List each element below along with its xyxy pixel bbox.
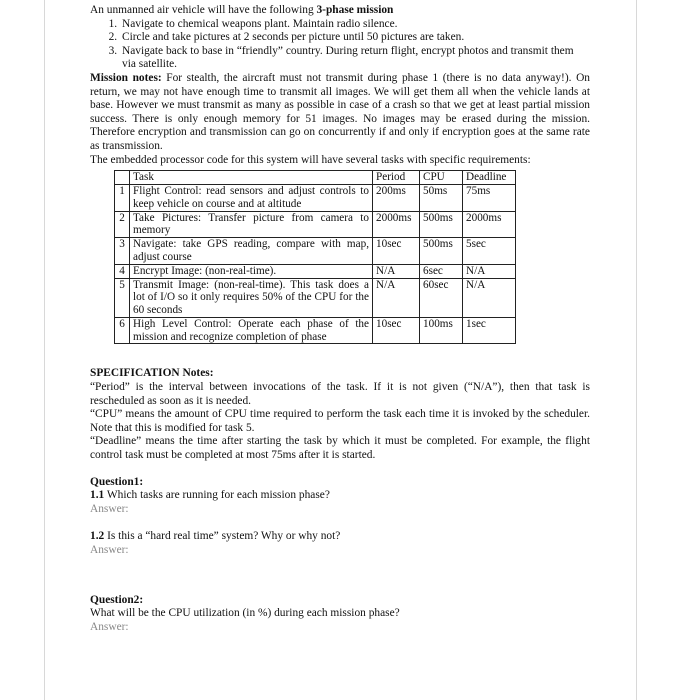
- question-1-1-number: 1.1: [90, 489, 105, 502]
- mission-notes-label: Mission notes:: [90, 71, 162, 84]
- mission-phase-item: 1. Navigate to chemical weapons plant. Maintain radio silence.: [120, 18, 590, 32]
- row-cpu: 500ms: [420, 238, 463, 265]
- task-requirements-table: [114, 170, 516, 344]
- row-period: 10sec: [373, 317, 420, 344]
- row-num: 2: [115, 211, 130, 238]
- question1-section: [90, 476, 590, 558]
- row-task: Encrypt Image: (non-real-time).: [130, 264, 373, 278]
- page-edge-right: [636, 0, 637, 700]
- row-num: 4: [115, 264, 130, 278]
- question-1-1-text: Which tasks are running for each mission phase?: [104, 489, 330, 502]
- table-row: [115, 211, 516, 238]
- row-deadline: 1sec: [463, 317, 516, 344]
- row-period: N/A: [373, 264, 420, 278]
- question-1-1: [90, 489, 590, 503]
- header-num: [115, 171, 130, 185]
- row-deadline: N/A: [463, 278, 516, 317]
- embedded-processor-text: The embedded processor code for this system will have several tasks with specific requirements:: [90, 153, 531, 166]
- table-header-row: [115, 171, 516, 185]
- row-num: 5: [115, 278, 130, 317]
- spec-period-note: “Period” is the interval between invocations of the task. If it is not given (“N/A”), then that task is rescheduled as soon as it is needed.: [90, 381, 590, 407]
- table-row: [115, 264, 516, 278]
- row-cpu: 60sec: [420, 278, 463, 317]
- page-edge-left: [44, 0, 45, 700]
- row-task: Navigate: take GPS reading, compare with map, adjust course: [130, 238, 373, 265]
- row-deadline: N/A: [463, 264, 516, 278]
- row-num: 3: [115, 238, 130, 265]
- question-1-2-number: 1.2: [90, 530, 105, 543]
- question2-title: Question2:: [90, 593, 144, 606]
- row-task: High Level Control: Operate each phase of the mission and recognize completion of phase: [130, 317, 373, 344]
- header-cpu: CPU: [420, 171, 463, 185]
- row-deadline: 2000ms: [463, 211, 516, 238]
- row-period: 200ms: [373, 184, 420, 211]
- question-1-2: [90, 530, 590, 544]
- row-cpu: 50ms: [420, 184, 463, 211]
- document-content: [90, 4, 590, 634]
- row-num: 1: [115, 184, 130, 211]
- row-cpu: 500ms: [420, 211, 463, 238]
- row-cpu: 6sec: [420, 264, 463, 278]
- row-task: Take Pictures: Transfer picture from camera to memory: [130, 211, 373, 238]
- row-period: 2000ms: [373, 211, 420, 238]
- specification-notes: [90, 367, 590, 462]
- table-row: [115, 184, 516, 211]
- mission-notes: [90, 72, 590, 154]
- question-2-text: What will be the CPU utilization (in %) during each mission phase?: [90, 607, 400, 620]
- mission-phase-item: 3. Navigate back to base in “friendly” country. During return flight, encrypt photos and transmit them via satellite.: [120, 45, 590, 72]
- row-num: 6: [115, 317, 130, 344]
- row-deadline: 75ms: [463, 184, 516, 211]
- header-task: Task: [130, 171, 373, 185]
- mission-intro: [90, 4, 590, 18]
- header-deadline: Deadline: [463, 171, 516, 185]
- row-cpu: 100ms: [420, 317, 463, 344]
- question-1-1-answer[interactable]: Answer:: [90, 502, 129, 515]
- intro-lead: An unmanned air vehicle will have the following: [90, 4, 317, 16]
- row-task: Flight Control: read sensors and adjust controls to keep vehicle on course and at altitude: [130, 184, 373, 211]
- question-2-answer[interactable]: Answer:: [90, 620, 129, 633]
- header-period: Period: [373, 171, 420, 185]
- mission-notes-text: For stealth, the aircraft must not transmit during phase 1 (there is no data anyway!). On return, we may not have enough time to transmit all images. We will get them all when the vehicle lands at base. However we must transmit as many as possible in case of a crash so that we get at least partial mission success. There is only enough memory for 51 images. No images may be erased during the mission. Therefore encryption and transmission can go on concurrently if and only if encryption goes at the same rate as transmission.: [90, 71, 590, 152]
- table-row: [115, 317, 516, 344]
- question1-title: Question1:: [90, 475, 144, 488]
- mission-phase-list: [90, 18, 590, 72]
- question-1-2-text: Is this a “hard real time” system? Why or why not?: [104, 530, 341, 543]
- spec-deadline-note: “Deadline” means the time after starting the task by which it must be completed. For example, the flight control task must be completed at most 75ms after it is started.: [90, 435, 590, 462]
- question2-section: [90, 594, 590, 635]
- row-period: N/A: [373, 278, 420, 317]
- spec-title: SPECIFICATION Notes:: [90, 367, 214, 380]
- row-deadline: 5sec: [463, 238, 516, 265]
- intro-lead-bold: 3-phase mission: [316, 4, 394, 16]
- row-period: 10sec: [373, 238, 420, 265]
- table-row: [115, 278, 516, 317]
- spec-cpu-note: “CPU” means the amount of CPU time required to perform the task each time it is invoked by the scheduler. Note that this is modified for task 5.: [90, 408, 590, 434]
- row-task: Transmit Image: (non-real-time). This task does a lot of I/O so it only requires 50% of the CPU for the 60 seconds: [130, 278, 373, 317]
- mission-phase-item: 2. Circle and take pictures at 2 seconds per picture until 50 pictures are taken.: [120, 31, 590, 45]
- table-row: [115, 238, 516, 265]
- question-1-2-answer[interactable]: Answer:: [90, 544, 129, 557]
